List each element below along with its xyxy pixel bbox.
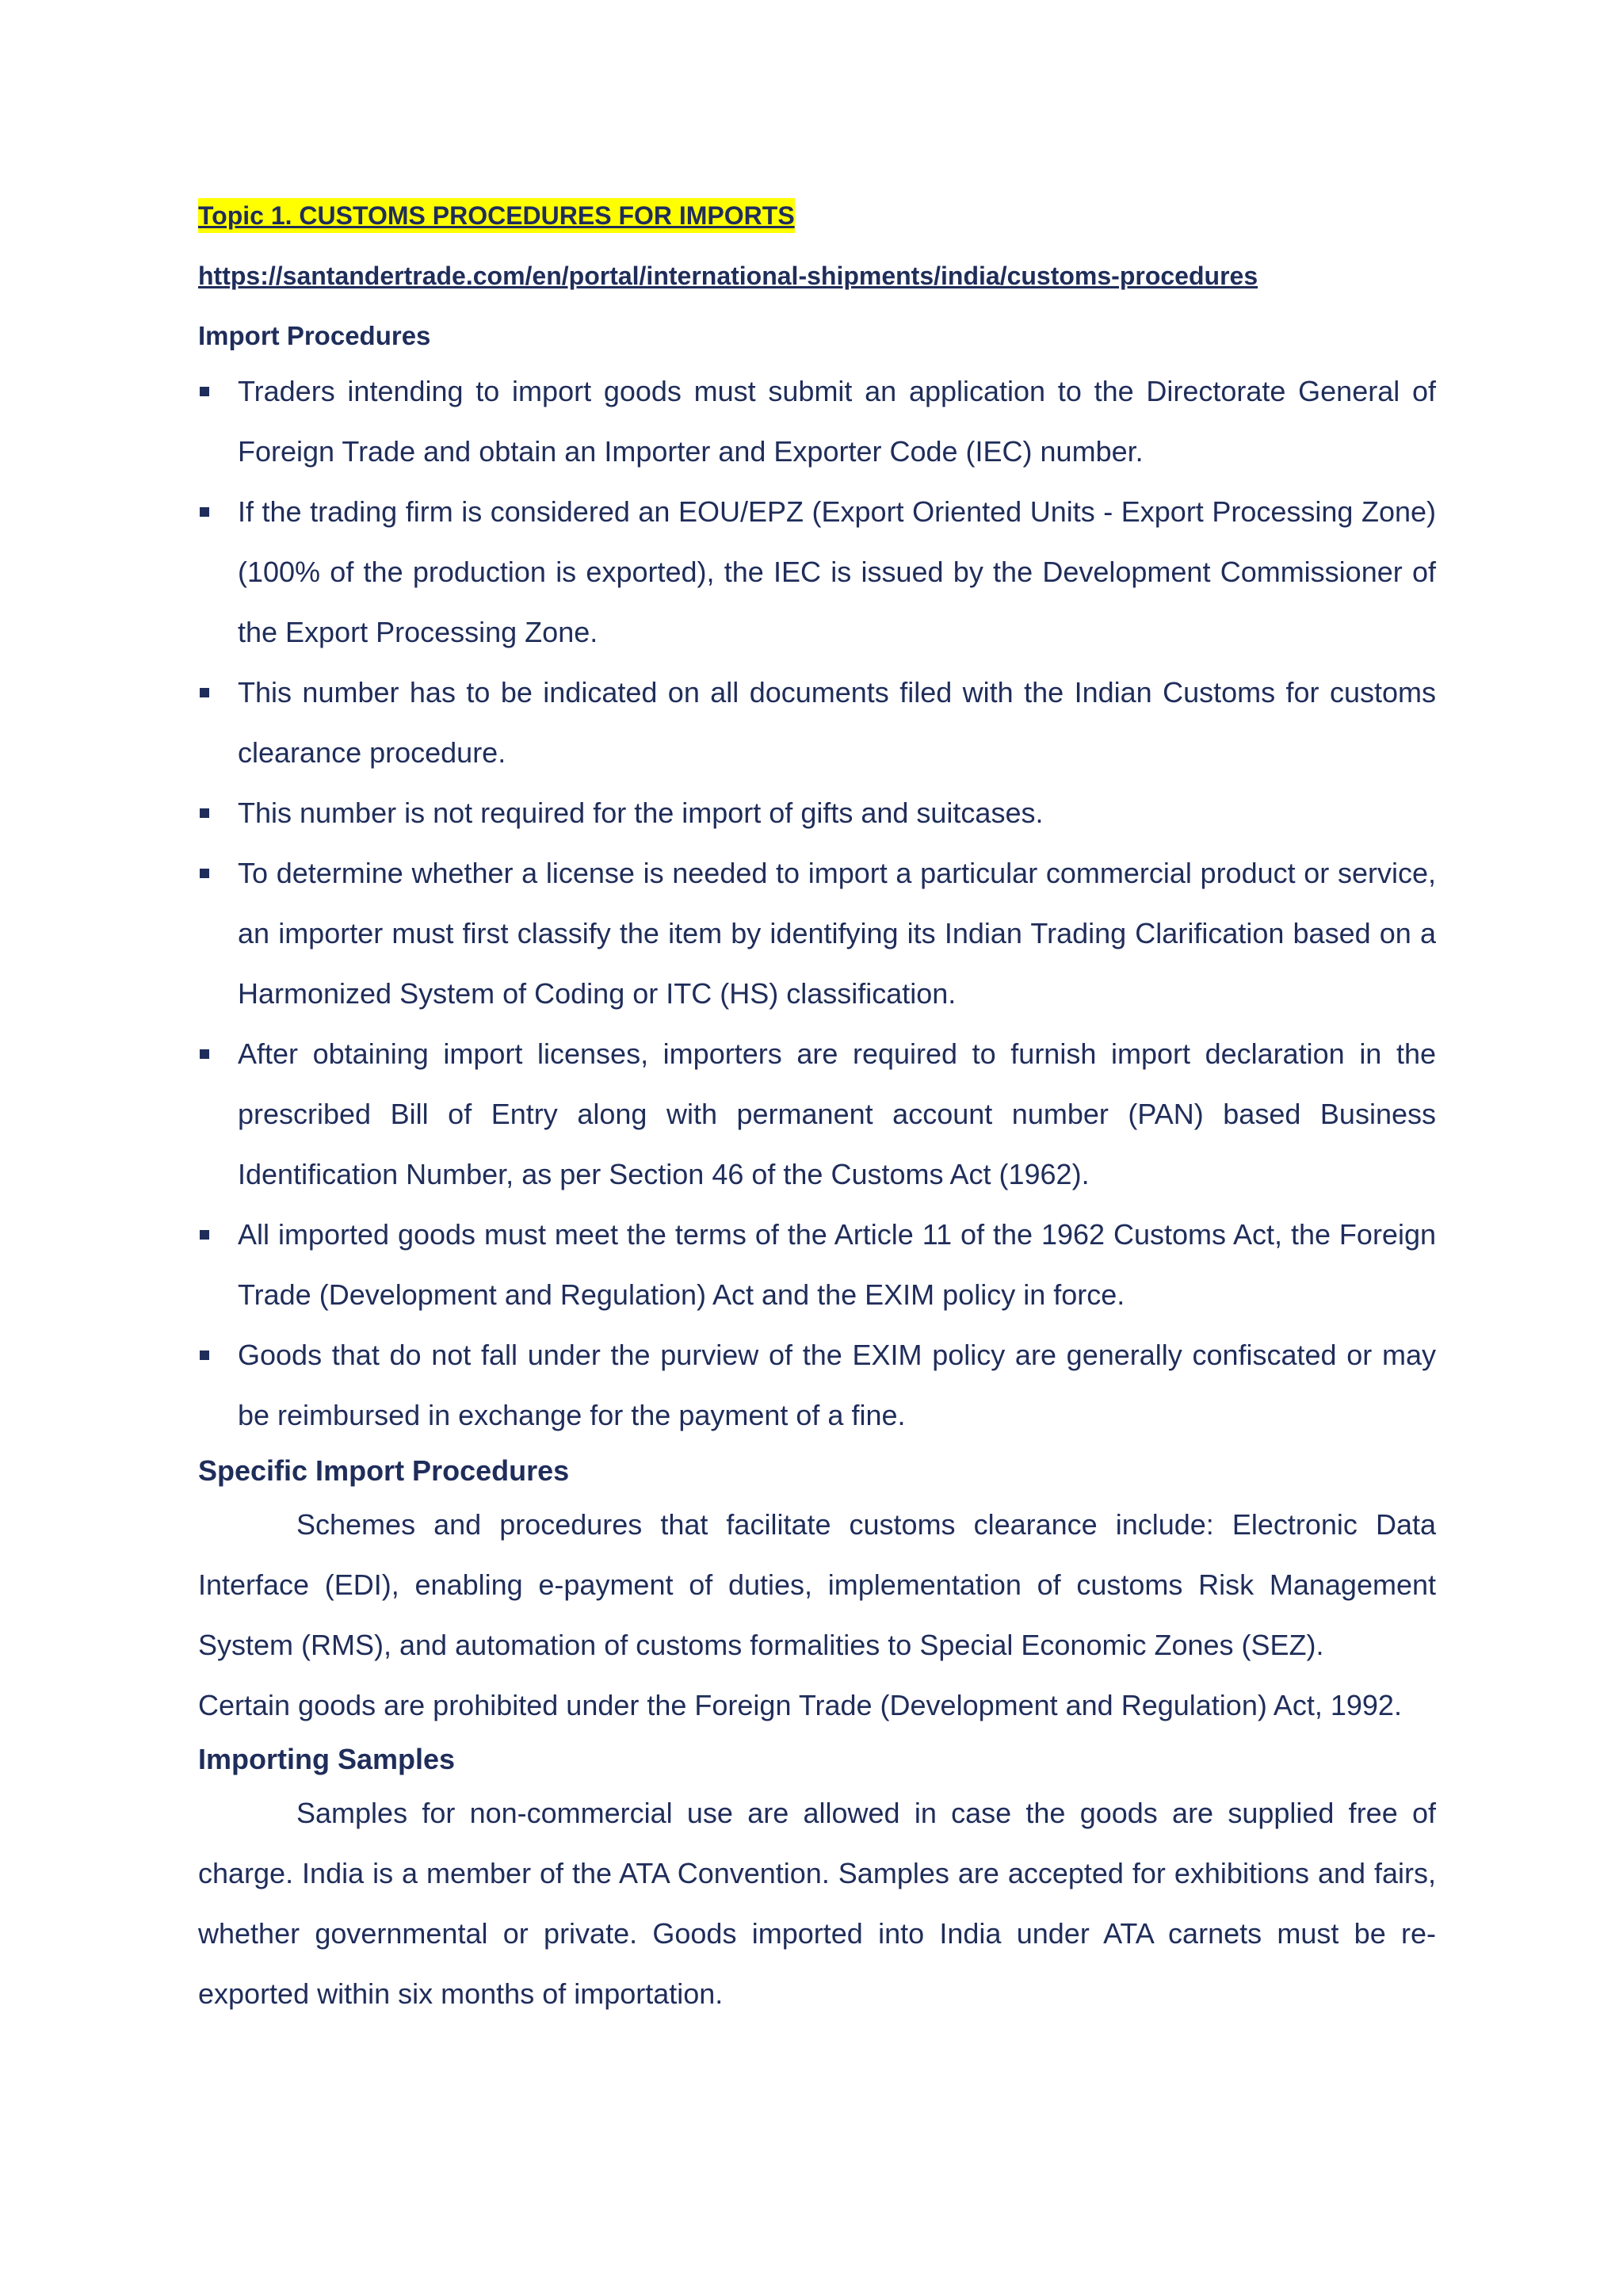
list-item-text: This number has to be indicated on all documents filed with the Indian Customs for customs clearance procedure.	[238, 676, 1436, 769]
bullet-square-icon	[200, 1350, 209, 1360]
bullet-square-icon	[200, 869, 209, 878]
source-link[interactable]: https://santandertrade.com/en/portal/international-shipments/india/customs-procedures	[198, 262, 1258, 290]
import-procedures-list	[198, 361, 1436, 1446]
bullet-square-icon	[200, 808, 209, 818]
list-item	[198, 1024, 1436, 1205]
list-item-text: Goods that do not fall under the purview of the EXIM policy are generally confiscated or may be reimbursed in exchange for the payment of a fine.	[238, 1339, 1436, 1431]
list-item	[198, 1325, 1436, 1446]
list-item	[198, 843, 1436, 1024]
list-item-text: Traders intending to import goods must submit an application to the Directorate General of Foreign Trade and obtain an Importer and Exporter Code (IEC) number.	[238, 375, 1436, 468]
list-item	[198, 361, 1436, 482]
list-item-text: This number is not required for the import of gifts and suitcases.	[238, 797, 1044, 829]
topic-title: Topic 1. CUSTOMS PROCEDURES FOR IMPORTS	[198, 198, 795, 233]
bullet-square-icon	[200, 1230, 209, 1240]
importing-samples-paragraph: Samples for non-commercial use are allowed in case the goods are supplied free of charge. India is a member of the ATA Convention. Samples are accepted for exhibitions and fairs, whether governmental or private. Goods imported into India under ATA carnets must be re-exported within six months of importation.	[198, 1797, 1436, 2010]
list-item-text: If the trading firm is considered an EOU/EPZ (Export Oriented Units - Export Processing Zone) (100% of the production is exported), the IEC is issued by the Development Commissioner of the Export Processing Zone.	[238, 495, 1436, 648]
list-item	[198, 1205, 1436, 1325]
bullet-square-icon	[200, 507, 209, 517]
bullet-square-icon	[200, 688, 209, 697]
list-item	[198, 663, 1436, 783]
list-item-text: After obtaining import licenses, importers are required to furnish import declaration in the prescribed Bill of Entry along with permanent account number (PAN) based Business Identification Number, as per Section 46 of the Customs Act (1962).	[238, 1037, 1436, 1190]
import-procedures-heading: Import Procedures	[198, 321, 431, 350]
prohibited-goods-paragraph: Certain goods are prohibited under the Foreign Trade (Development and Regulation) Act, 1992.	[198, 1689, 1402, 1721]
bullet-square-icon	[200, 1049, 209, 1059]
bullet-square-icon	[200, 387, 209, 396]
specific-procedures-paragraph: Schemes and procedures that facilitate customs clearance include: Electronic Data Interface (EDI), enabling e-payment of duties, implementation of customs Risk Management System (RMS), and automation of customs formalities to Special Economic Zones (SEZ).	[198, 1508, 1436, 1661]
list-item-text: All imported goods must meet the terms of the Article 11 of the 1962 Customs Act, the Foreign Trade (Development and Regulation) Act and the EXIM policy in force.	[238, 1218, 1436, 1311]
importing-samples-heading: Importing Samples	[198, 1743, 456, 1775]
specific-import-procedures-heading: Specific Import Procedures	[198, 1454, 570, 1487]
list-item-text: To determine whether a license is needed to import a particular commercial product or service, an importer must first classify the item by identifying its Indian Trading Clarification based on a Harmonized System of Coding or ITC (HS) classification.	[238, 857, 1436, 1010]
document-page	[198, 198, 1436, 2024]
list-item	[198, 783, 1436, 843]
list-item	[198, 482, 1436, 663]
